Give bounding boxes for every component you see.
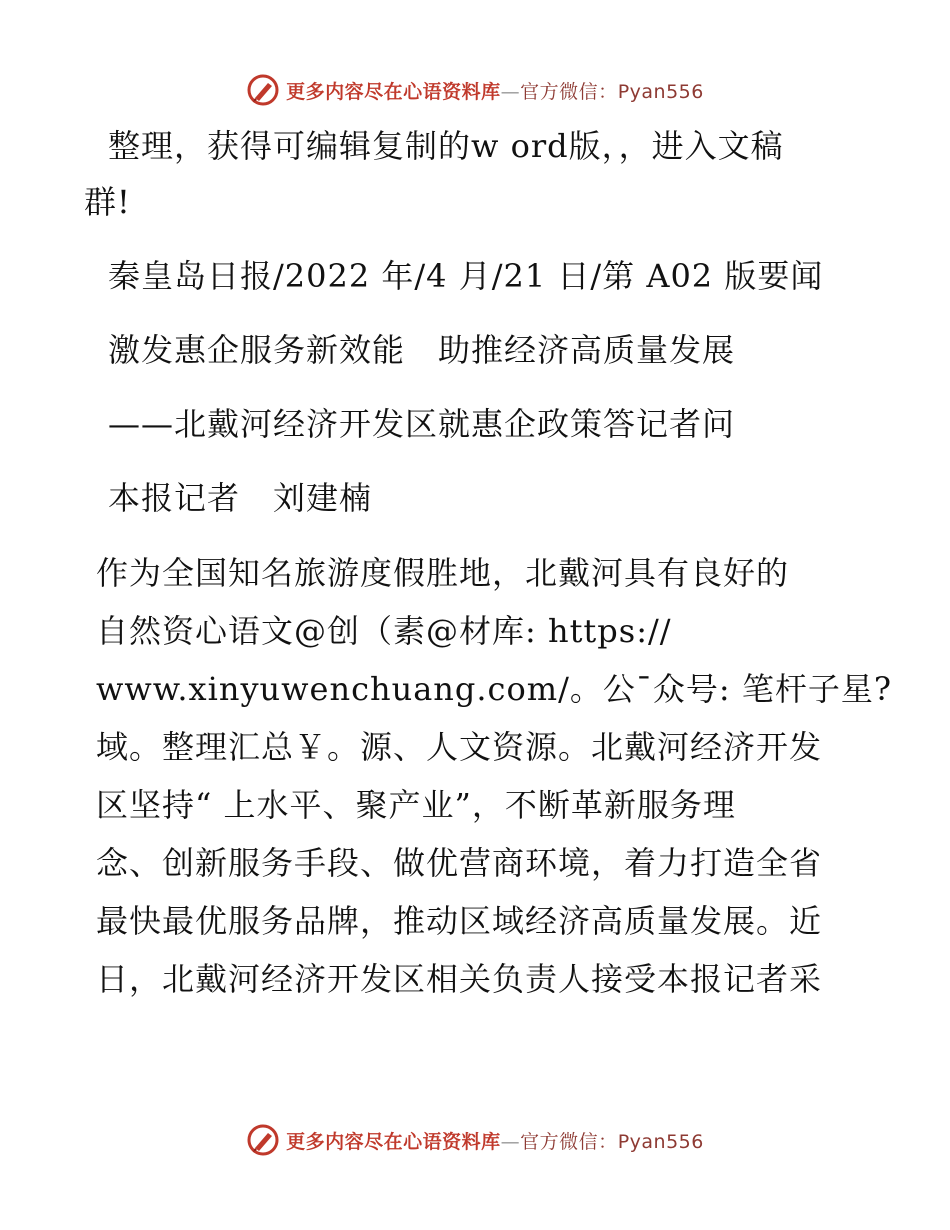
banner-main-text: 更多内容尽在心语资料库	[286, 1130, 501, 1153]
body-line: 域。整理汇总￥。源、人文资源。北戴河经济开发	[96, 728, 823, 766]
body-line: 日，北戴河经济开发区相关负责人接受本报记者采	[96, 960, 823, 998]
banner-separator: —	[500, 1130, 521, 1153]
article-body	[96, 544, 892, 1008]
pen-logo-icon	[246, 73, 280, 107]
intro-line-1: 整理，获得可编辑复制的w ord版，，进入文稿	[108, 127, 784, 165]
body-line: 作为全国知名旅游度假胜地，北戴河具有良好的	[96, 554, 790, 592]
headline: 激发惠企服务新效能 助推经济高质量发展	[108, 331, 736, 369]
intro-line-2: 群!	[84, 183, 131, 221]
body-line: 念、创新服务手段、做优营商环境，着力打造全省	[96, 844, 823, 882]
banner-text	[286, 1127, 704, 1154]
body-line: 区坚持“ 上水平、聚产业”，不断革新服务理	[96, 786, 736, 824]
banner-wechat-label: 官方微信：	[520, 1130, 618, 1153]
subheadline: ——北戴河经济开发区就惠企政策答记者问	[108, 405, 736, 443]
banner-wechat-id: Pyan556	[617, 80, 704, 103]
banner-main-text: 更多内容尽在心语资料库	[286, 80, 501, 103]
banner-wechat-label: 官方微信：	[520, 80, 618, 103]
header-banner	[0, 70, 950, 110]
banner-separator: —	[500, 80, 521, 103]
document-body	[84, 118, 892, 1008]
body-line: www.xinyuwenchuang.com/。公¯众号: 笔杆子星?	[96, 670, 892, 708]
body-line: 自然资心语文@创（素@材库: https://	[96, 612, 672, 650]
footer-banner	[0, 1120, 950, 1160]
banner-text	[286, 77, 704, 104]
byline: 本报记者 刘建楠	[108, 479, 373, 517]
source-line: 秦皇岛日报/2022 年/4 月/21 日/第 A02 版要闻	[108, 257, 824, 295]
pen-logo-icon	[246, 1123, 280, 1157]
body-line: 最快最优服务品牌，推动区域经济高质量发展。近	[96, 902, 823, 940]
intro-paragraph	[84, 118, 856, 230]
banner-wechat-id: Pyan556	[617, 1130, 704, 1153]
